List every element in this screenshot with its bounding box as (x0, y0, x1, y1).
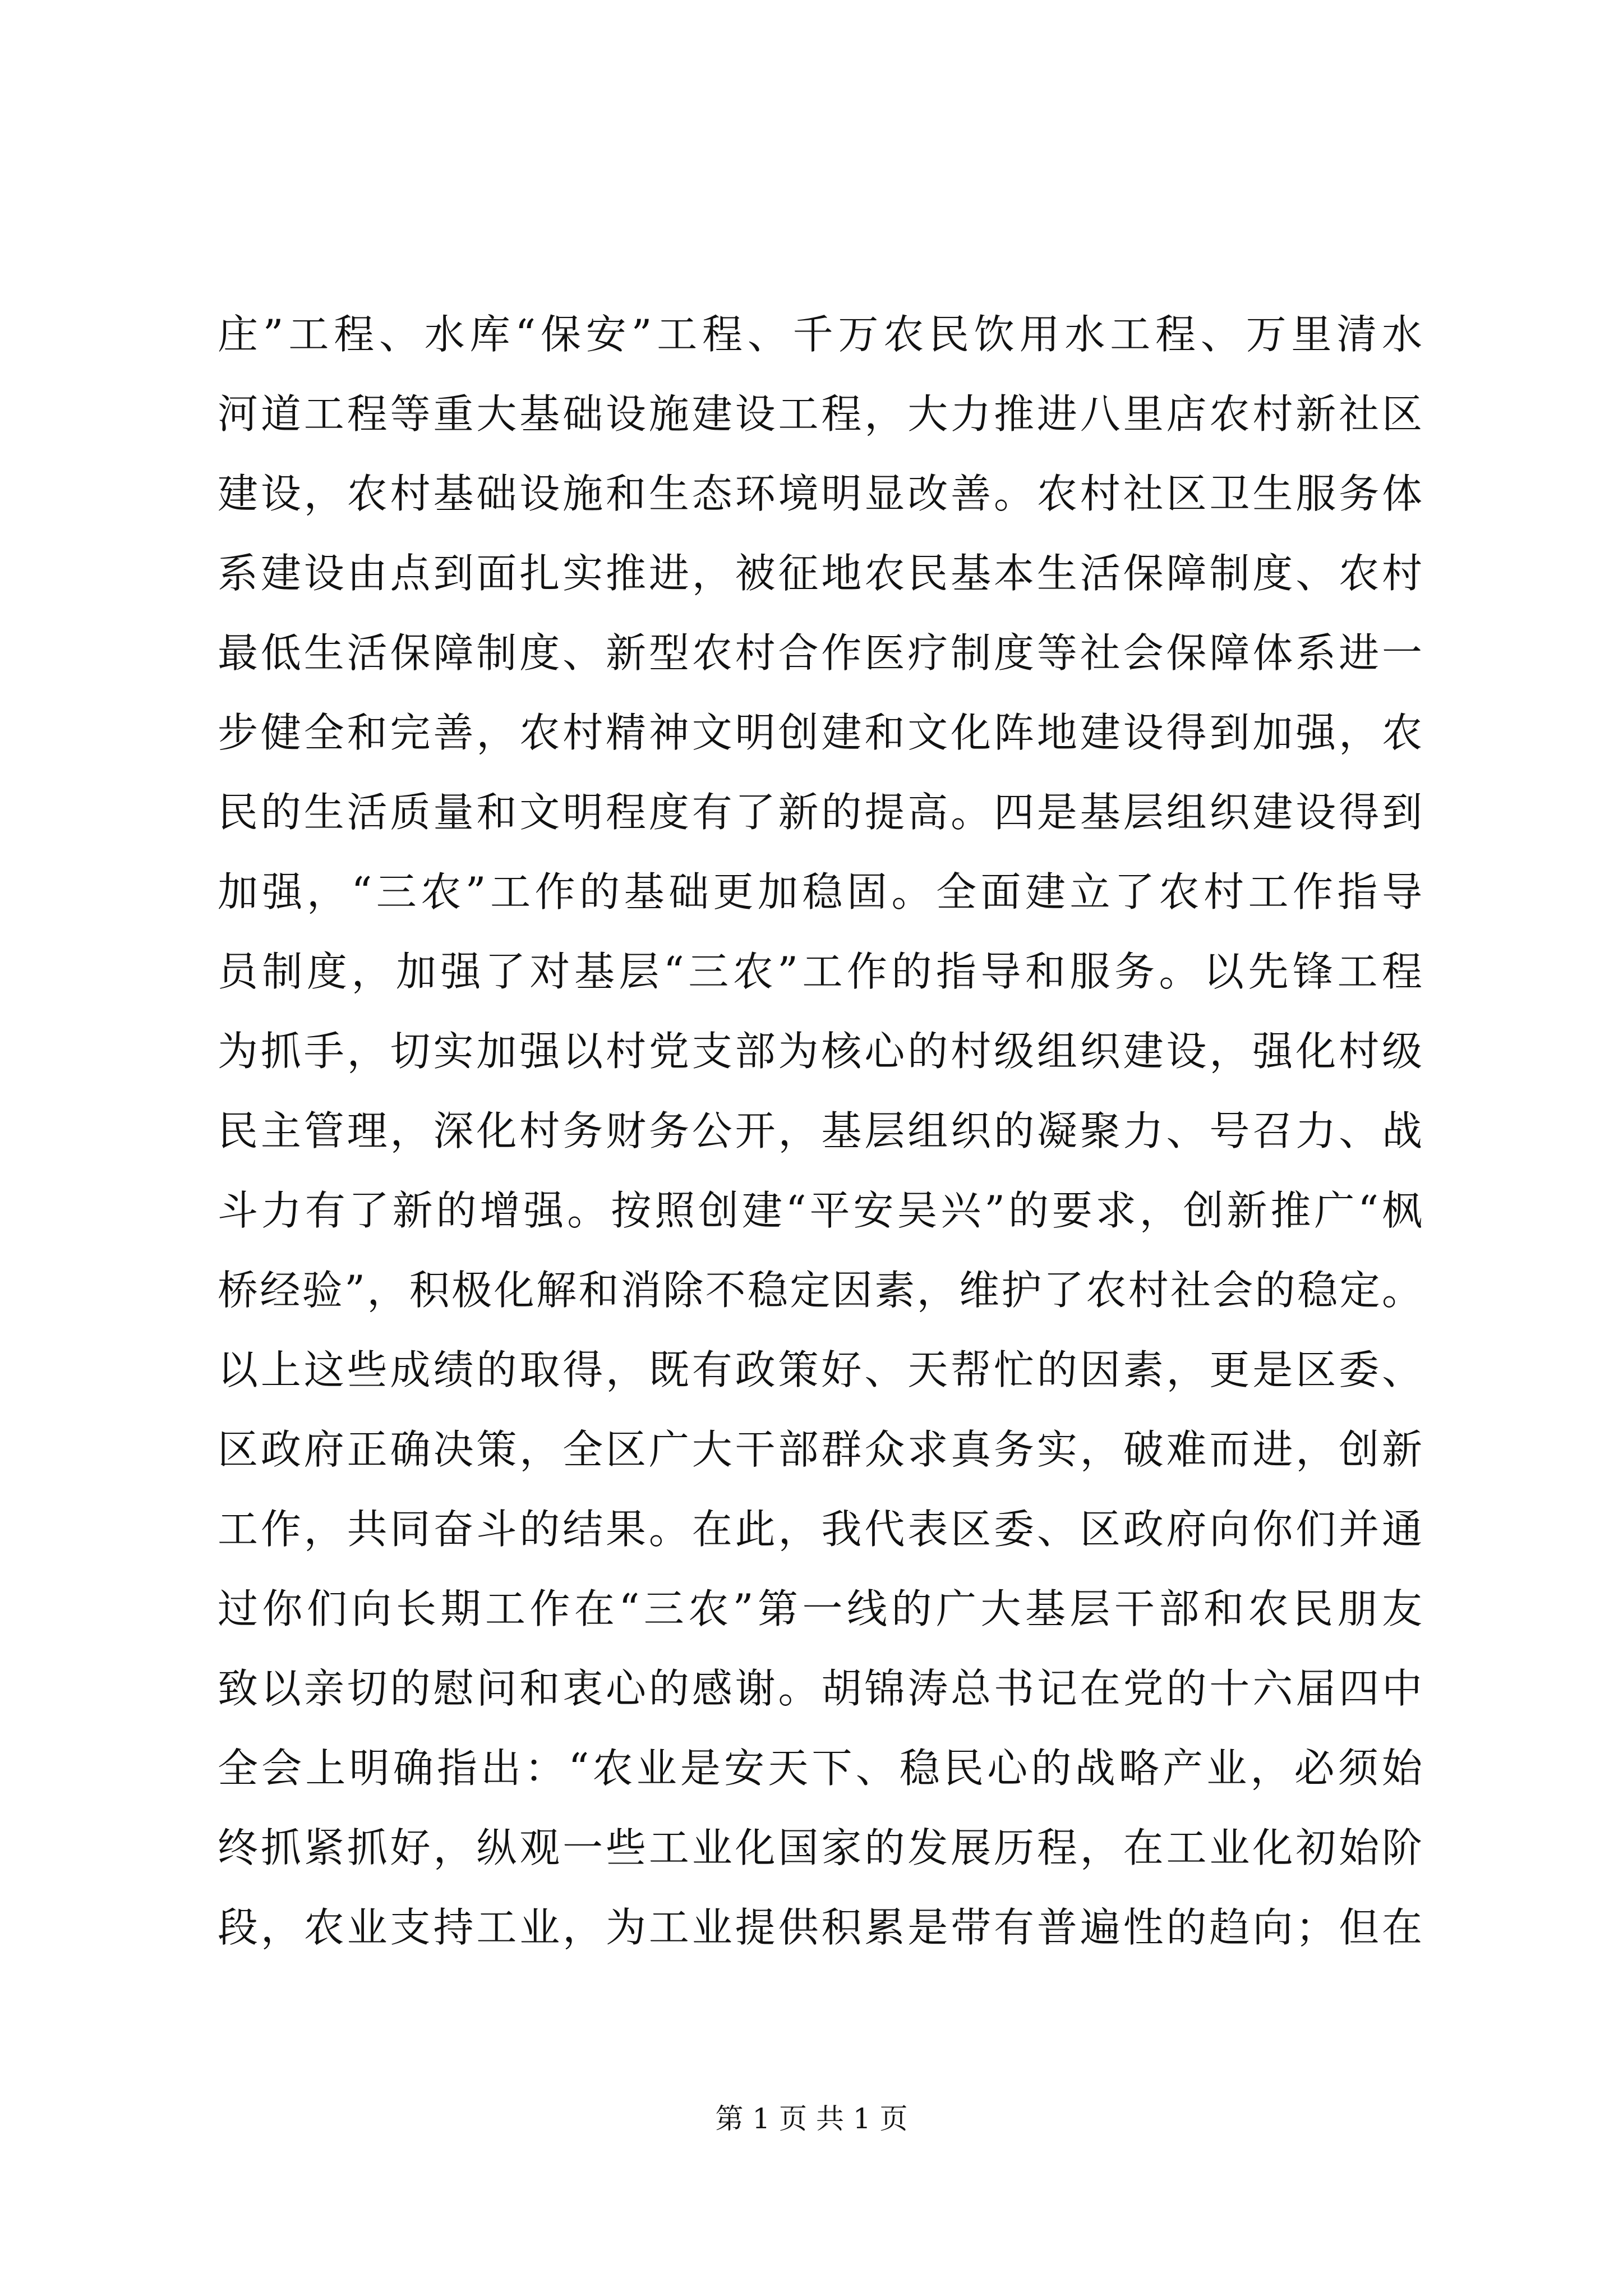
text-line: 全会上明确指出：“农业是安天下、稳民心的战略产业，必须始 (218, 1745, 1423, 1792)
text-line: 建设，农村基础设施和生态环境明显改善。农村社区卫生服务体 (218, 470, 1423, 517)
text-line: 步健全和完善，农村精神文明创建和文化阵地建设得到加强，农 (218, 709, 1423, 756)
text-line: 过你们向长期工作在“三农”第一线的广大基层干部和农民朋友 (218, 1585, 1423, 1632)
text-line: 民主管理，深化村务财务公开，基层组织的凝聚力、号召力、战 (218, 1107, 1423, 1154)
text-line: 区政府正确决策，全区广大干部群众求真务实，破难而进，创新 (218, 1426, 1423, 1473)
body-text (218, 295, 1423, 1967)
text-line: 段，农业支持工业，为工业提供积累是带有普遍性的趋向；但在 (218, 1904, 1423, 1951)
text-line: 致以亲切的慰问和衷心的感谢。胡锦涛总书记在党的十六届四中 (218, 1665, 1423, 1712)
text-line: 为抓手，切实加强以村党支部为核心的村级组织建设，强化村级 (218, 1028, 1423, 1075)
text-line: 工作，共同奋斗的结果。在此，我代表区委、区政府向你们并通 (218, 1506, 1423, 1553)
text-line: 员制度，加强了对基层“三农”工作的指导和服务。以先锋工程 (218, 948, 1423, 995)
text-line: 庄”工程、水库“保安”工程、千万农民饮用水工程、万里清水 (218, 311, 1423, 358)
page-number-footer: 第 1 页 共 1 页 (715, 2102, 908, 2135)
text-line: 最低生活保障制度、新型农村合作医疗制度等社会保障体系进一 (218, 629, 1423, 677)
text-line: 终抓紧抓好，纵观一些工业化国家的发展历程，在工业化初始阶 (218, 1824, 1423, 1871)
text-line: 河道工程等重大基础设施建设工程，大力推进八里店农村新社区 (218, 390, 1423, 438)
text-line: 桥经验”，积极化解和消除不稳定因素，维护了农村社会的稳定。 (218, 1267, 1423, 1314)
text-line: 民的生活质量和文明程度有了新的提高。四是基层组织建设得到 (218, 789, 1423, 836)
text-line: 以上这些成绩的取得，既有政策好、天帮忙的因素，更是区委、 (218, 1346, 1423, 1393)
text-line: 系建设由点到面扎实推进，被征地农民基本生活保障制度、农村 (218, 550, 1423, 597)
text-line: 加强，“三农”工作的基础更加稳固。全面建立了农村工作指导 (218, 868, 1423, 915)
text-line: 斗力有了新的增强。按照创建“平安吴兴”的要求，创新推广“枫 (218, 1187, 1423, 1234)
